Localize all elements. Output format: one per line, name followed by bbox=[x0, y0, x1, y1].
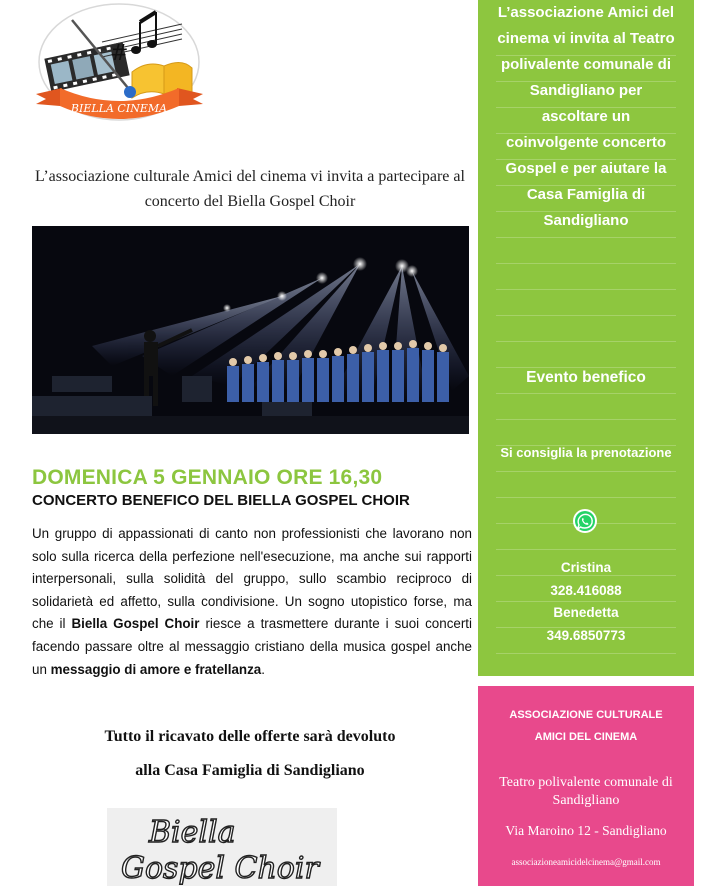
intro-text: L’associazione culturale Amici del cinema vi invita a partecipare al concerto del Biella Gospel Choir bbox=[35, 168, 465, 210]
footer-assoc-line2: AMICI DEL CINEMA bbox=[534, 731, 638, 743]
event-title: CONCERTO BENEFICO DEL BIELLA GOSPEL CHOIR bbox=[32, 492, 410, 509]
info-sidebar bbox=[478, 0, 694, 676]
logo-text: BIELLA CINEMA bbox=[70, 102, 168, 115]
contact2-name: Benedetta bbox=[553, 605, 619, 621]
sidebar-benefit-event: Evento benefico bbox=[526, 369, 646, 386]
description-bold-message: messaggio di amore e fratellanza bbox=[50, 661, 262, 677]
footer-email[interactable]: associazioneamicidelcinema@gmail.com bbox=[511, 857, 661, 867]
contact1-name: Cristina bbox=[560, 560, 612, 575]
association-logo bbox=[32, 2, 207, 130]
choir-logo-line1: Biella bbox=[149, 815, 236, 850]
concert-photo bbox=[32, 226, 469, 434]
description-text bbox=[32, 523, 472, 681]
film-music-logo-icon bbox=[32, 2, 207, 130]
contact2-phone[interactable]: 349.6850773 bbox=[546, 627, 626, 643]
footer-assoc-name bbox=[488, 704, 684, 748]
event-date: DOMENICA 5 GENNAIO ORE 16,30 bbox=[32, 466, 383, 489]
whatsapp-icon[interactable] bbox=[572, 508, 598, 534]
sidebar-invite: L’associazione Amici del cinema vi invita al Teatro polivalente comunale di Sandigliano per ascoltare un coinvolgente concerto Gospel e per aiutare la Casa Famiglia di Sandigliano bbox=[497, 4, 675, 229]
footer-address: Via Maroino 12 - Sandigliano bbox=[505, 823, 667, 838]
proceeds-note bbox=[30, 720, 470, 788]
concert-stage-photo-icon bbox=[32, 226, 469, 434]
choir-logo bbox=[107, 808, 337, 886]
proceeds-line2: alla Casa Famiglia di Sandigliano bbox=[135, 762, 365, 779]
choir-logo-art bbox=[107, 808, 337, 886]
contact1-phone[interactable]: 328.416088 bbox=[550, 582, 622, 598]
description-part3: . bbox=[261, 661, 265, 677]
association-footer bbox=[478, 686, 694, 886]
proceeds-line1: Tutto il ricavato delle offerte sarà devoluto bbox=[104, 728, 396, 745]
description-part2: riesce a trasmettere durante i suoi concerti facendo passare oltre al messaggio cristiano della musica gospel anche un bbox=[32, 616, 472, 677]
footer-assoc-line1: ASSOCIAZIONE CULTURALE bbox=[509, 709, 663, 721]
footer-venue: Teatro polivalente comunale di Sandigliano bbox=[499, 775, 673, 808]
sidebar-booking: Si consiglia la prenotazione bbox=[500, 445, 672, 460]
svg-text:#: # bbox=[110, 41, 129, 66]
description-part1: Un gruppo di appassionati di canto non professionisti che lavorano non solo sulla ricerca della perfezione nell'esecuzione, ma anche sui rapporti interpersonali, sulla solidità del gruppo, sullo scambio reciproco di solidarietà ed affetto, sulla condivisione. Un sogno utopistico forse, ma che il bbox=[32, 526, 472, 632]
description-bold-choir: Biella Gospel Choir bbox=[71, 616, 200, 632]
choir-logo-line2: Gospel Choir bbox=[121, 851, 319, 886]
sidebar-contacts bbox=[496, 557, 676, 647]
